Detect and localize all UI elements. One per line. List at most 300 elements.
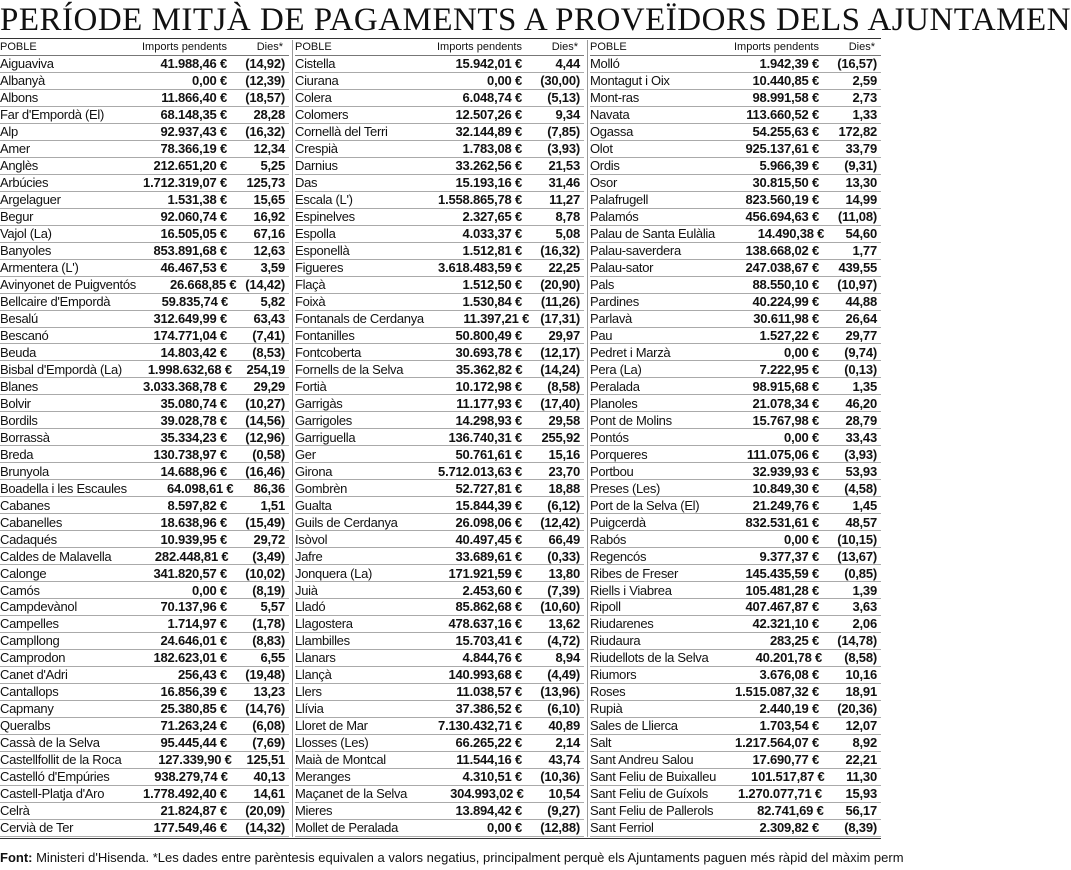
amount-cell: 39.028,78 € (160, 412, 227, 428)
town-cell: Bolvir (0, 395, 31, 411)
days-cell: 15,16 (548, 446, 580, 462)
days-cell: 1,35 (852, 378, 877, 394)
town-cell: Isòvol (295, 531, 328, 547)
amount-cell: 105.481,28 € (745, 582, 819, 598)
table-row (590, 667, 881, 684)
days-cell: 46,20 (845, 395, 877, 411)
town-cell: Cantallops (0, 684, 59, 700)
table-row (0, 124, 289, 141)
town-cell: Camprodon (0, 650, 66, 666)
amount-cell: 1.531,38 € (167, 192, 227, 208)
amount-cell: 101.517,87 € (751, 769, 825, 785)
table-row (295, 548, 584, 565)
table-row (295, 514, 584, 531)
town-cell: Sant Andreu Salou (590, 752, 694, 768)
town-cell: Fornells de la Selva (295, 361, 404, 377)
amount-cell: 52.727,81 € (455, 480, 522, 496)
table-row (295, 294, 584, 311)
town-cell: Llançà (295, 667, 332, 683)
amount-cell: 98.915,68 € (752, 378, 819, 394)
town-cell: Celrà (0, 803, 30, 819)
town-cell: Riumors (590, 667, 637, 683)
town-cell: Escala (L') (295, 192, 353, 208)
table-row (0, 90, 289, 107)
town-cell: Riudellots de la Selva (590, 650, 709, 666)
amount-cell: 304.993,02 € (450, 786, 524, 802)
table-row (0, 107, 289, 124)
town-cell: Fontanilles (295, 327, 355, 343)
town-cell: Fortià (295, 378, 327, 394)
table-row (295, 582, 584, 599)
days-cell: (9,31) (844, 158, 877, 174)
table-row (0, 667, 289, 684)
table-row (0, 226, 289, 243)
amount-cell: 1.217.564,07 € (735, 735, 819, 751)
amount-cell: 3.618.483,59 € (438, 260, 522, 276)
days-cell: 3,63 (852, 599, 877, 615)
town-cell: Besalú (0, 311, 38, 327)
table-row (295, 463, 584, 480)
town-cell: Sant Feliu de Buixalleu (590, 769, 717, 785)
table-row (590, 209, 881, 226)
days-cell: 2,14 (555, 735, 580, 751)
town-cell: Cervià de Ter (0, 820, 74, 836)
days-cell: 48,57 (845, 514, 877, 530)
table-row (295, 361, 584, 378)
amount-cell: 98.991,58 € (752, 90, 819, 106)
table-row (0, 616, 289, 633)
table-row (590, 361, 881, 378)
town-cell: Palafrugell (590, 192, 649, 208)
amount-cell: 1.558.865,78 € (438, 192, 522, 208)
amount-cell: 40.224,99 € (752, 294, 819, 310)
table-row (0, 633, 289, 650)
town-cell: Maçanet de la Selva (295, 786, 408, 802)
amount-cell: 925.137,61 € (745, 141, 819, 157)
days-cell: (4,49) (547, 667, 580, 683)
table-row (590, 158, 881, 175)
table-row (0, 803, 289, 820)
table-row (0, 412, 289, 429)
amount-cell: 40.201,78 € (755, 650, 823, 666)
table-row (0, 718, 289, 735)
table-row (295, 701, 584, 718)
table-row (590, 395, 881, 412)
amount-cell: 17.690,77 € (752, 752, 819, 768)
table-row (0, 378, 289, 395)
days-cell: (15,49) (245, 514, 285, 530)
table-row (590, 378, 881, 395)
town-cell: Ger (295, 446, 316, 462)
amount-cell: 1.270.077,71 € (737, 786, 822, 802)
town-cell: Maià de Montcal (295, 752, 386, 768)
days-cell: 29,58 (548, 412, 580, 428)
table-row (590, 328, 881, 345)
amount-cell: 16.505,05 € (160, 226, 227, 242)
table-row (0, 735, 289, 752)
table-row (295, 650, 584, 667)
days-cell: (13,67) (837, 548, 877, 564)
town-cell: Gualta (295, 497, 332, 513)
town-cell: Canet d'Adri (0, 667, 68, 683)
days-cell: (4,72) (547, 633, 580, 649)
table-row (0, 650, 289, 667)
table-row (590, 344, 881, 361)
amount-cell: 4.033,37 € (462, 226, 522, 242)
town-cell: Queralbs (0, 718, 51, 734)
town-cell: Juià (295, 582, 318, 598)
table-row (0, 769, 289, 786)
town-cell: Garriguella (295, 429, 356, 445)
days-cell: 12,34 (253, 141, 285, 157)
town-cell: Pedret i Marzà (590, 344, 671, 360)
amount-cell: 1.778.492,40 € (143, 786, 227, 802)
amount-cell: 33.689,61 € (455, 548, 522, 564)
table-row (295, 786, 584, 803)
days-cell: 1,77 (852, 243, 877, 259)
table-row (295, 820, 584, 837)
days-cell: (7,69) (252, 735, 285, 751)
amount-cell: 247.038,67 € (745, 260, 819, 276)
town-cell: Armentera (L') (0, 260, 79, 276)
town-cell: Campllong (0, 633, 60, 649)
days-cell: (3,93) (547, 141, 580, 157)
days-cell: (18,57) (245, 90, 285, 106)
days-cell: 23,70 (548, 463, 580, 479)
table-row (0, 684, 289, 701)
town-cell: Parlavà (590, 311, 632, 327)
amount-cell: 70.137,96 € (160, 599, 227, 615)
town-cell: Begur (0, 209, 34, 225)
days-cell: (20,90) (540, 277, 580, 293)
header-amount: Imports pendents (437, 41, 522, 53)
table-row (590, 650, 881, 667)
table-row (0, 786, 289, 803)
bottom-rule (0, 838, 881, 839)
amount-cell: 15.193,16 € (455, 175, 522, 191)
table-row (0, 548, 289, 565)
days-cell: (9,74) (844, 344, 877, 360)
town-cell: Beuda (0, 344, 37, 360)
table-row (590, 752, 881, 769)
days-cell: 255,92 (541, 429, 580, 445)
header-amount: Imports pendents (734, 41, 819, 53)
table-row (0, 429, 289, 446)
table-row (0, 158, 289, 175)
town-cell: Rupià (590, 701, 623, 717)
amount-cell: 7.222,95 € (759, 361, 819, 377)
town-cell: Albanyà (0, 73, 45, 89)
town-cell: Girona (295, 463, 333, 479)
town-cell: Avinyonet de Puigventós (0, 277, 136, 293)
table-row (590, 684, 881, 701)
table-row (295, 429, 584, 446)
days-cell: (10,15) (837, 531, 877, 547)
table-row (295, 175, 584, 192)
amount-cell: 32.144,89 € (455, 124, 522, 140)
table-row (295, 107, 584, 124)
days-cell: 11,27 (549, 192, 580, 208)
table-row (295, 667, 584, 684)
days-cell: 14,61 (253, 786, 285, 802)
amount-cell: 5.966,39 € (759, 158, 819, 174)
table-row (295, 209, 584, 226)
days-cell: 53,93 (845, 463, 877, 479)
days-cell: 10,54 (548, 786, 580, 802)
town-cell: Bescanó (0, 327, 49, 343)
table-row (295, 633, 584, 650)
table-row (295, 718, 584, 735)
amount-cell: 8.597,82 € (167, 497, 227, 513)
days-cell: (17,40) (540, 395, 580, 411)
amount-cell: 127.339,90 € (158, 752, 232, 768)
amount-cell: 0,00 € (487, 820, 522, 836)
town-cell: Palau-saverdera (590, 243, 681, 259)
table-rows (590, 56, 881, 837)
town-cell: Lladó (295, 599, 326, 615)
town-cell: Olot (590, 141, 613, 157)
amount-cell: 14.490,38 € (757, 226, 825, 242)
town-cell: Pont de Molins (590, 412, 672, 428)
amount-cell: 407.467,87 € (745, 599, 819, 615)
days-cell: 18,91 (845, 684, 877, 700)
table-row (590, 531, 881, 548)
amount-cell: 1.942,39 € (759, 56, 819, 72)
days-cell: 26,64 (845, 311, 877, 327)
days-cell: 9,34 (555, 107, 580, 123)
town-cell: Llagostera (295, 616, 353, 632)
amount-cell: 33.262,56 € (455, 158, 522, 174)
amount-cell: 37.386,52 € (455, 701, 522, 717)
amount-cell: 0,00 € (784, 429, 819, 445)
amount-cell: 35.362,82 € (455, 361, 523, 377)
table-row (590, 243, 881, 260)
table-row (590, 107, 881, 124)
amount-cell: 7.130.432,71 € (438, 718, 522, 734)
town-cell: Pera (La) (590, 361, 642, 377)
days-cell: (5,13) (547, 90, 580, 106)
town-cell: Boadella i les Escaules (0, 480, 127, 496)
town-cell: Montagut i Oix (590, 73, 670, 89)
header-days: Dies* (551, 41, 578, 53)
amount-cell: 68.148,35 € (160, 107, 227, 123)
table-row (295, 616, 584, 633)
table-row (590, 769, 881, 786)
days-cell: (12,88) (540, 820, 580, 836)
town-cell: Cadaqués (0, 531, 57, 547)
days-cell: 254,19 (246, 361, 285, 377)
town-cell: Bellcaire d'Empordà (0, 294, 111, 310)
table-row (0, 243, 289, 260)
amount-cell: 1.714,97 € (167, 616, 227, 632)
days-cell: (11,26) (540, 294, 580, 310)
table-row (295, 735, 584, 752)
table-row (0, 701, 289, 718)
days-cell: 40,13 (253, 769, 285, 785)
amount-cell: 2.453,60 € (462, 582, 522, 598)
footnote-label: Font: (0, 850, 33, 865)
page-title: PERÍODE MITJÀ DE PAGAMENTS A PROVEÏDORS DELS AJUNTAMEN (0, 2, 1071, 38)
table-row (0, 446, 289, 463)
days-cell: 2,59 (852, 73, 877, 89)
amount-cell: 11.866,40 € (161, 90, 227, 106)
amount-cell: 18.638,96 € (160, 514, 227, 530)
table-row (590, 446, 881, 463)
town-cell: Espinelves (295, 209, 355, 225)
days-cell: (14,32) (245, 820, 285, 836)
amount-cell: 1.512,81 € (462, 243, 522, 259)
town-cell: Cistella (295, 56, 336, 72)
days-cell: 439,55 (838, 260, 877, 276)
amount-cell: 2.440,19 € (759, 701, 819, 717)
town-cell: Calonge (0, 565, 47, 581)
table-row (295, 378, 584, 395)
days-cell: (6,10) (547, 701, 580, 717)
days-cell: (14,56) (245, 412, 285, 428)
days-cell: 2,06 (852, 616, 877, 632)
table-row (0, 277, 289, 294)
town-cell: Mieres (295, 803, 333, 819)
table-row (590, 599, 881, 616)
table-row (0, 395, 289, 412)
table-row (295, 769, 584, 786)
days-cell: (8,58) (844, 650, 877, 666)
amount-cell: 9.377,37 € (759, 548, 819, 564)
amount-cell: 54.255,63 € (752, 124, 819, 140)
amount-cell: 21.078,34 € (752, 395, 819, 411)
days-cell: 2,73 (852, 90, 877, 106)
days-cell: (6,08) (252, 718, 285, 734)
table-row (295, 684, 584, 701)
table-row (590, 633, 881, 650)
amount-cell: 4.310,51 € (462, 769, 522, 785)
town-cell: Garrigoles (295, 412, 352, 428)
amount-cell: 140.993,68 € (448, 667, 522, 683)
town-cell: Bisbal d'Empordà (La) (0, 361, 122, 377)
amount-cell: 0,00 € (192, 73, 227, 89)
table-row (0, 294, 289, 311)
table-row (295, 56, 584, 73)
amount-cell: 14.803,42 € (160, 344, 227, 360)
days-cell: (14,42) (245, 277, 285, 293)
town-cell: Fontcoberta (295, 344, 362, 360)
town-cell: Cabanelles (0, 514, 63, 530)
table-row (0, 820, 289, 837)
amount-cell: 282.448,81 € (154, 548, 229, 564)
amount-cell: 82.741,69 € (757, 803, 824, 819)
table-row (295, 158, 584, 175)
days-cell: 5,57 (260, 599, 285, 615)
amount-cell: 312.649,99 € (153, 311, 227, 327)
table-row (590, 735, 881, 752)
table-row (590, 311, 881, 328)
town-cell: Palau-sator (590, 260, 654, 276)
table-row (295, 752, 584, 769)
days-cell: (16,32) (540, 243, 580, 259)
town-cell: Llambilles (295, 633, 350, 649)
amount-cell: 938.279,74 € (154, 769, 228, 785)
table-row (590, 548, 881, 565)
days-cell: (0,85) (844, 565, 877, 581)
days-cell: 28,28 (253, 107, 285, 123)
town-cell: Mont-ras (590, 90, 639, 106)
amount-cell: 35.080,74 € (160, 395, 227, 411)
town-cell: Roses (590, 684, 626, 700)
amount-cell: 11.038,57 € (456, 684, 522, 700)
amount-cell: 1.783,08 € (462, 141, 522, 157)
town-cell: Molló (590, 56, 620, 72)
days-cell: 13,30 (845, 175, 877, 191)
amount-cell: 212.651,20 € (153, 158, 227, 174)
town-cell: Castell-Platja d'Aro (0, 786, 105, 802)
table-row (0, 260, 289, 277)
days-cell: (10,27) (245, 395, 285, 411)
amount-cell: 46.467,53 € (160, 260, 227, 276)
column-header (590, 38, 881, 56)
amount-cell: 15.942,01 € (455, 56, 522, 72)
days-cell: (12,96) (245, 429, 285, 445)
table-row (0, 311, 289, 328)
table-row (295, 328, 584, 345)
amount-cell: 30.611,98 € (753, 311, 819, 327)
table-row (590, 90, 881, 107)
days-cell: 12,63 (253, 243, 285, 259)
amount-cell: 32.939,93 € (752, 463, 819, 479)
days-cell: 13,80 (548, 565, 580, 581)
table-row (590, 294, 881, 311)
table-row (0, 73, 289, 90)
amount-cell: 1.512,50 € (462, 277, 522, 293)
table-row (590, 226, 881, 243)
days-cell: (7,41) (252, 327, 285, 343)
days-cell: 67,16 (253, 226, 285, 242)
amount-cell: 10.440,85 € (752, 73, 819, 89)
amount-cell: 1.527,22 € (759, 327, 819, 343)
amount-cell: 71.263,24 € (160, 718, 227, 734)
days-cell: (12,42) (540, 514, 580, 530)
amount-cell: 16.856,39 € (160, 684, 227, 700)
town-cell: Arbúcies (0, 175, 49, 191)
days-cell: 1,33 (852, 107, 877, 123)
table-rows (295, 56, 584, 837)
column-header (295, 38, 584, 56)
town-cell: Cabanes (0, 497, 50, 513)
table-row (0, 514, 289, 531)
amount-cell: 50.800,49 € (455, 327, 522, 343)
amount-cell: 59.835,74 € (161, 294, 229, 310)
town-cell: Lloret de Mar (295, 718, 368, 734)
amount-cell: 30.815,50 € (752, 175, 819, 191)
town-cell: Palau de Santa Eulàlia (590, 226, 715, 242)
days-cell: 125,51 (246, 752, 285, 768)
amount-cell: 3.033.368,78 € (143, 378, 227, 394)
days-cell: 14,99 (845, 192, 877, 208)
table-row (590, 786, 881, 803)
header-amount: Imports pendents (142, 41, 227, 53)
days-cell: 4,44 (555, 56, 580, 72)
amount-cell: 10.172,98 € (455, 378, 522, 394)
table-row (295, 497, 584, 514)
town-cell: Amer (0, 141, 30, 157)
town-cell: Alp (0, 124, 18, 140)
days-cell: 172,82 (838, 124, 877, 140)
amount-cell: 64.098,61 € (166, 480, 234, 496)
days-cell: (1,78) (252, 616, 285, 632)
town-cell: Riells i Viabrea (590, 582, 672, 598)
table-row (0, 463, 289, 480)
town-cell: Ogassa (590, 124, 634, 140)
days-cell: 28,79 (845, 412, 877, 428)
